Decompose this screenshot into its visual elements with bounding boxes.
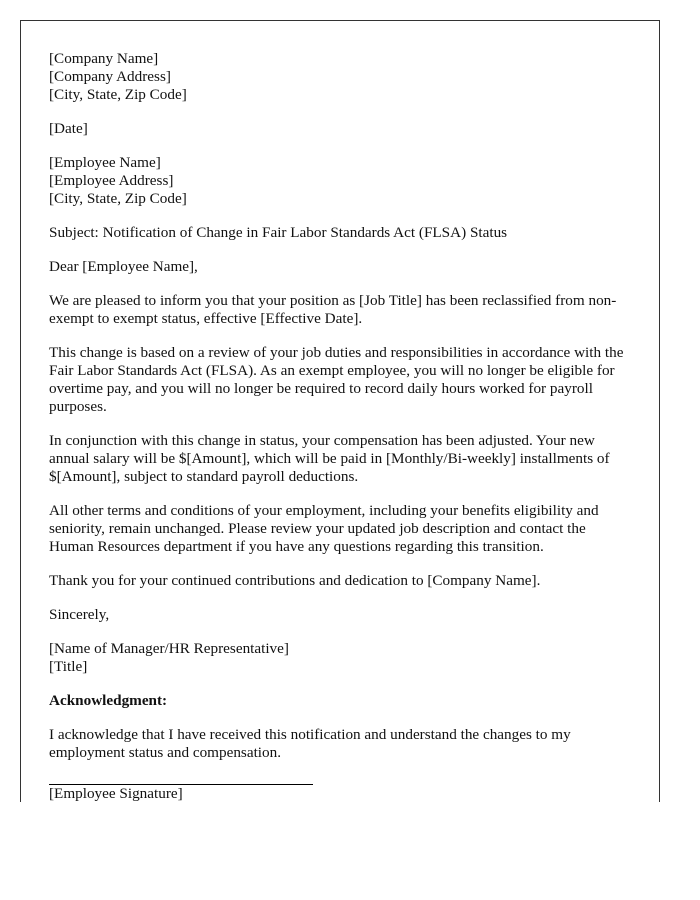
acknowledgment-heading: Acknowledgment: [49, 692, 168, 709]
sender-block [49, 50, 631, 104]
body-paragraph: In conjunction with this change in status, your compensation has been adjusted. Your new annual salary will be $[Amount], which will be paid in [Monthly/Bi-weekly] installments of $[Amount], subject to standard payroll deductions. [49, 432, 610, 485]
body-paragraph: Thank you for your continued contributions and dedication to [Company Name]. [49, 572, 541, 589]
company-city: [City, State, Zip Code] [49, 86, 187, 103]
signature-line [49, 784, 313, 802]
letter-page [20, 20, 660, 802]
acknowledgment-text: I acknowledge that I have received this notification and understand the changes to my employment status and compensation. [49, 726, 571, 761]
date: [Date] [49, 120, 88, 137]
employee-city: [City, State, Zip Code] [49, 190, 187, 207]
body-paragraph: All other terms and conditions of your employment, including your benefits eligibility and seniority, remain unchanged. Please review your updated job description and contact the Human Resources department if you have any questions regarding this transition. [49, 502, 599, 555]
body-paragraph: This change is based on a review of your job duties and responsibilities in accordance with the Fair Labor Standards Act (FLSA). As an exempt employee, you will no longer be eligible for overtime pay, and you will no longer be required to record daily hours worked for payroll purposes. [49, 344, 624, 415]
employee-name: [Employee Name] [49, 154, 161, 171]
employee-address: [Employee Address] [49, 172, 174, 189]
signature-label: [Employee Signature] [49, 785, 183, 802]
company-name: [Company Name] [49, 50, 159, 67]
closing: Sincerely, [49, 606, 110, 623]
signer-title: [Title] [49, 658, 88, 675]
signer-name: [Name of Manager/HR Representative] [49, 640, 289, 657]
signer-block [49, 640, 631, 676]
recipient-block [49, 154, 631, 208]
company-address: [Company Address] [49, 68, 171, 85]
salutation: Dear [Employee Name], [49, 258, 198, 275]
subject-line: Subject: Notification of Change in Fair Labor Standards Act (FLSA) Status [49, 224, 508, 241]
body-paragraph: We are pleased to inform you that your position as [Job Title] has been reclassified from non-exempt to exempt status, effective [Effective Date]. [49, 292, 617, 327]
